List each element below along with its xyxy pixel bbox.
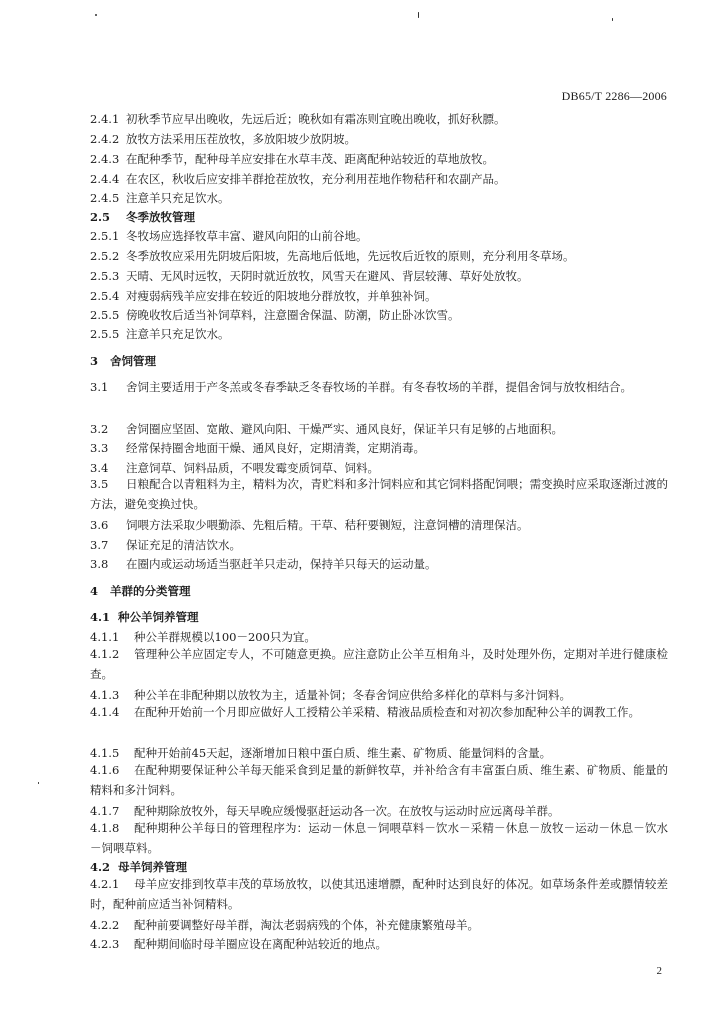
scan-speck	[418, 12, 419, 18]
section-heading-3: 3 舍饲管理	[90, 354, 156, 368]
clause-4-1-5: 4.1.5 配种开始前45天起，逐渐增加日粮中蛋白质、维生素、矿物质、能量饲料的含量。	[90, 746, 552, 760]
section-heading-2-5: 2.5 冬季放牧管理	[90, 210, 195, 224]
document-code: DB65/T 2286—2006	[561, 89, 667, 103]
section-heading-4: 4 羊群的分类管理	[90, 584, 191, 598]
scan-speck	[38, 782, 39, 784]
clause-3-3: 3.3 经常保持圈舍地面干燥、通风良好，定期清粪，定期消毒。	[90, 441, 425, 455]
page-number: 2	[656, 965, 662, 977]
clause-2-4-1: 2.4.1 初秋季节应早出晚收，先远后近；晚秋如有霜冻则宜晚出晚收，抓好秋膘。	[90, 112, 506, 126]
clause-3-2: 3.2 舍饲圈应坚固、宽敞、避风向阳、干燥严实、通风良好，保证羊只有足够的占地面积。	[90, 422, 563, 436]
clause-4-2-3: 4.2.3 配种期间临时母羊圈应设在离配种站较近的地点。	[90, 937, 387, 951]
clause-3-6: 3.6 饲喂方法采取少喂勤添、先粗后精。干草、秸秆要铡短，注意饲槽的清理保洁。	[90, 518, 529, 532]
clause-2-5-5: 2.5.5 傍晚收牧后适当补饲草料，注意圈舍保温、防潮，防止卧冰饮雪。	[90, 308, 460, 322]
scan-speck	[95, 14, 97, 16]
clause-3-7: 3.7 保证充足的清洁饮水。	[90, 538, 241, 552]
clause-3-4: 3.4 注意饲草、饲料品质，不喂发霉变质饲草、饲料。	[90, 461, 379, 475]
clause-2-5-2: 2.5.2 冬季放牧应采用先阴坡后阳坡，先高地后低地，先远牧后近牧的原则，充分利用冬草场。	[90, 249, 575, 263]
clause-4-2-2: 4.2.2 配种前要调整好母羊群，淘汰老弱病残的个体，补充健康繁殖母羊。	[90, 918, 479, 932]
clause-4-1-3: 4.1.3 种公羊在非配种期以放牧为主，适量补饲；冬春舍饲应供给多样化的草料与多汁饲料。	[90, 688, 571, 702]
clause-2-5-5b: 2.5.5 注意羊只充足饮水。	[90, 327, 230, 341]
clause-2-4-4: 2.4.4 在农区，秋收后应安排羊群抢茬放牧，充分利用茬地作物秸秆和农副产品。	[90, 172, 506, 186]
clause-2-4-3: 2.4.3 在配种季节，配种母羊应安排在水草丰茂、距离配种站较近的草地放牧。	[90, 152, 494, 166]
scan-speck	[612, 18, 613, 21]
clause-3-1: 3.1 舍饲主要适用于产冬羔或冬春季缺乏冬春牧场的羊群。有冬春牧场的羊群，提倡舍饲与放牧相结合。	[90, 380, 632, 394]
clause-2-5-1: 2.5.1 冬牧场应选择牧草丰富、避风向阳的山前谷地。	[90, 229, 368, 243]
clause-2-5-4: 2.5.4 对瘦弱病残羊应安排在较近的阳坡地分群放牧，并单独补饲。	[90, 289, 437, 303]
clause-2-4-5: 2.4.5 注意羊只充足饮水。	[90, 191, 230, 205]
clause-2-5-3: 2.5.3 天晴、无风时远牧，天阴时就近放牧，风雪天在避风、背层较薄、草好处放牧。	[90, 269, 529, 283]
clause-4-1-2: 4.1.2 管理种公羊应固定专人，不可随意更换。应注意防止公羊互相角斗，及时处理外伤，定期对羊进行健康检查。	[90, 647, 668, 681]
clause-3-8: 3.8 在圈内或运动场适当驱赶羊只走动，保持羊只每天的运动量。	[90, 557, 437, 571]
section-heading-4-1: 4.1 种公羊饲养管理	[90, 610, 199, 624]
clause-4-2-1: 4.2.1 母羊应安排到牧草丰茂的草场放牧，以使其迅速增膘，配种时达到良好的体况。如草场条件差或膘情较差时，配种前应适当补饲精料。	[90, 877, 668, 911]
clause-4-1-1: 4.1.1 种公羊群规模以100－200只为宜。	[90, 630, 316, 644]
clause-4-1-7: 4.1.7 配种期除放牧外，每天早晚应缓慢驱赶运动各一次。在放牧与运动时应远离母羊群。	[90, 804, 560, 818]
clause-4-1-6: 4.1.6 在配种期要保证种公羊每天能采食到足量的新鲜牧草，并补给含有丰富蛋白质、维生素、矿物质、能量的精料和多汁饲料。	[90, 763, 668, 797]
clause-4-1-4: 4.1.4 在配种开始前一个月即应做好人工授精公羊采精、精液品质检查和对初次参加配种公羊的调教工作。	[90, 705, 640, 719]
clause-2-4-2: 2.4.2 放牧方法采用压茬放牧，多放阳坡少放阴坡。	[90, 132, 356, 146]
clause-4-1-8: 4.1.8 配种期种公羊每日的管理程序为：运动－休息－饲喂草料－饮水－采精－休息－放牧－运动－休息－饮水－饲喂草料。	[90, 821, 668, 855]
clause-3-5: 3.5 日粮配合以青粗料为主，精料为次，青贮料和多汁饲料应和其它饲料搭配饲喂；需变换时应采取逐渐过渡的方法，避免变换过快。	[90, 477, 668, 511]
section-heading-4-2: 4.2 母羊饲养管理	[90, 860, 187, 874]
